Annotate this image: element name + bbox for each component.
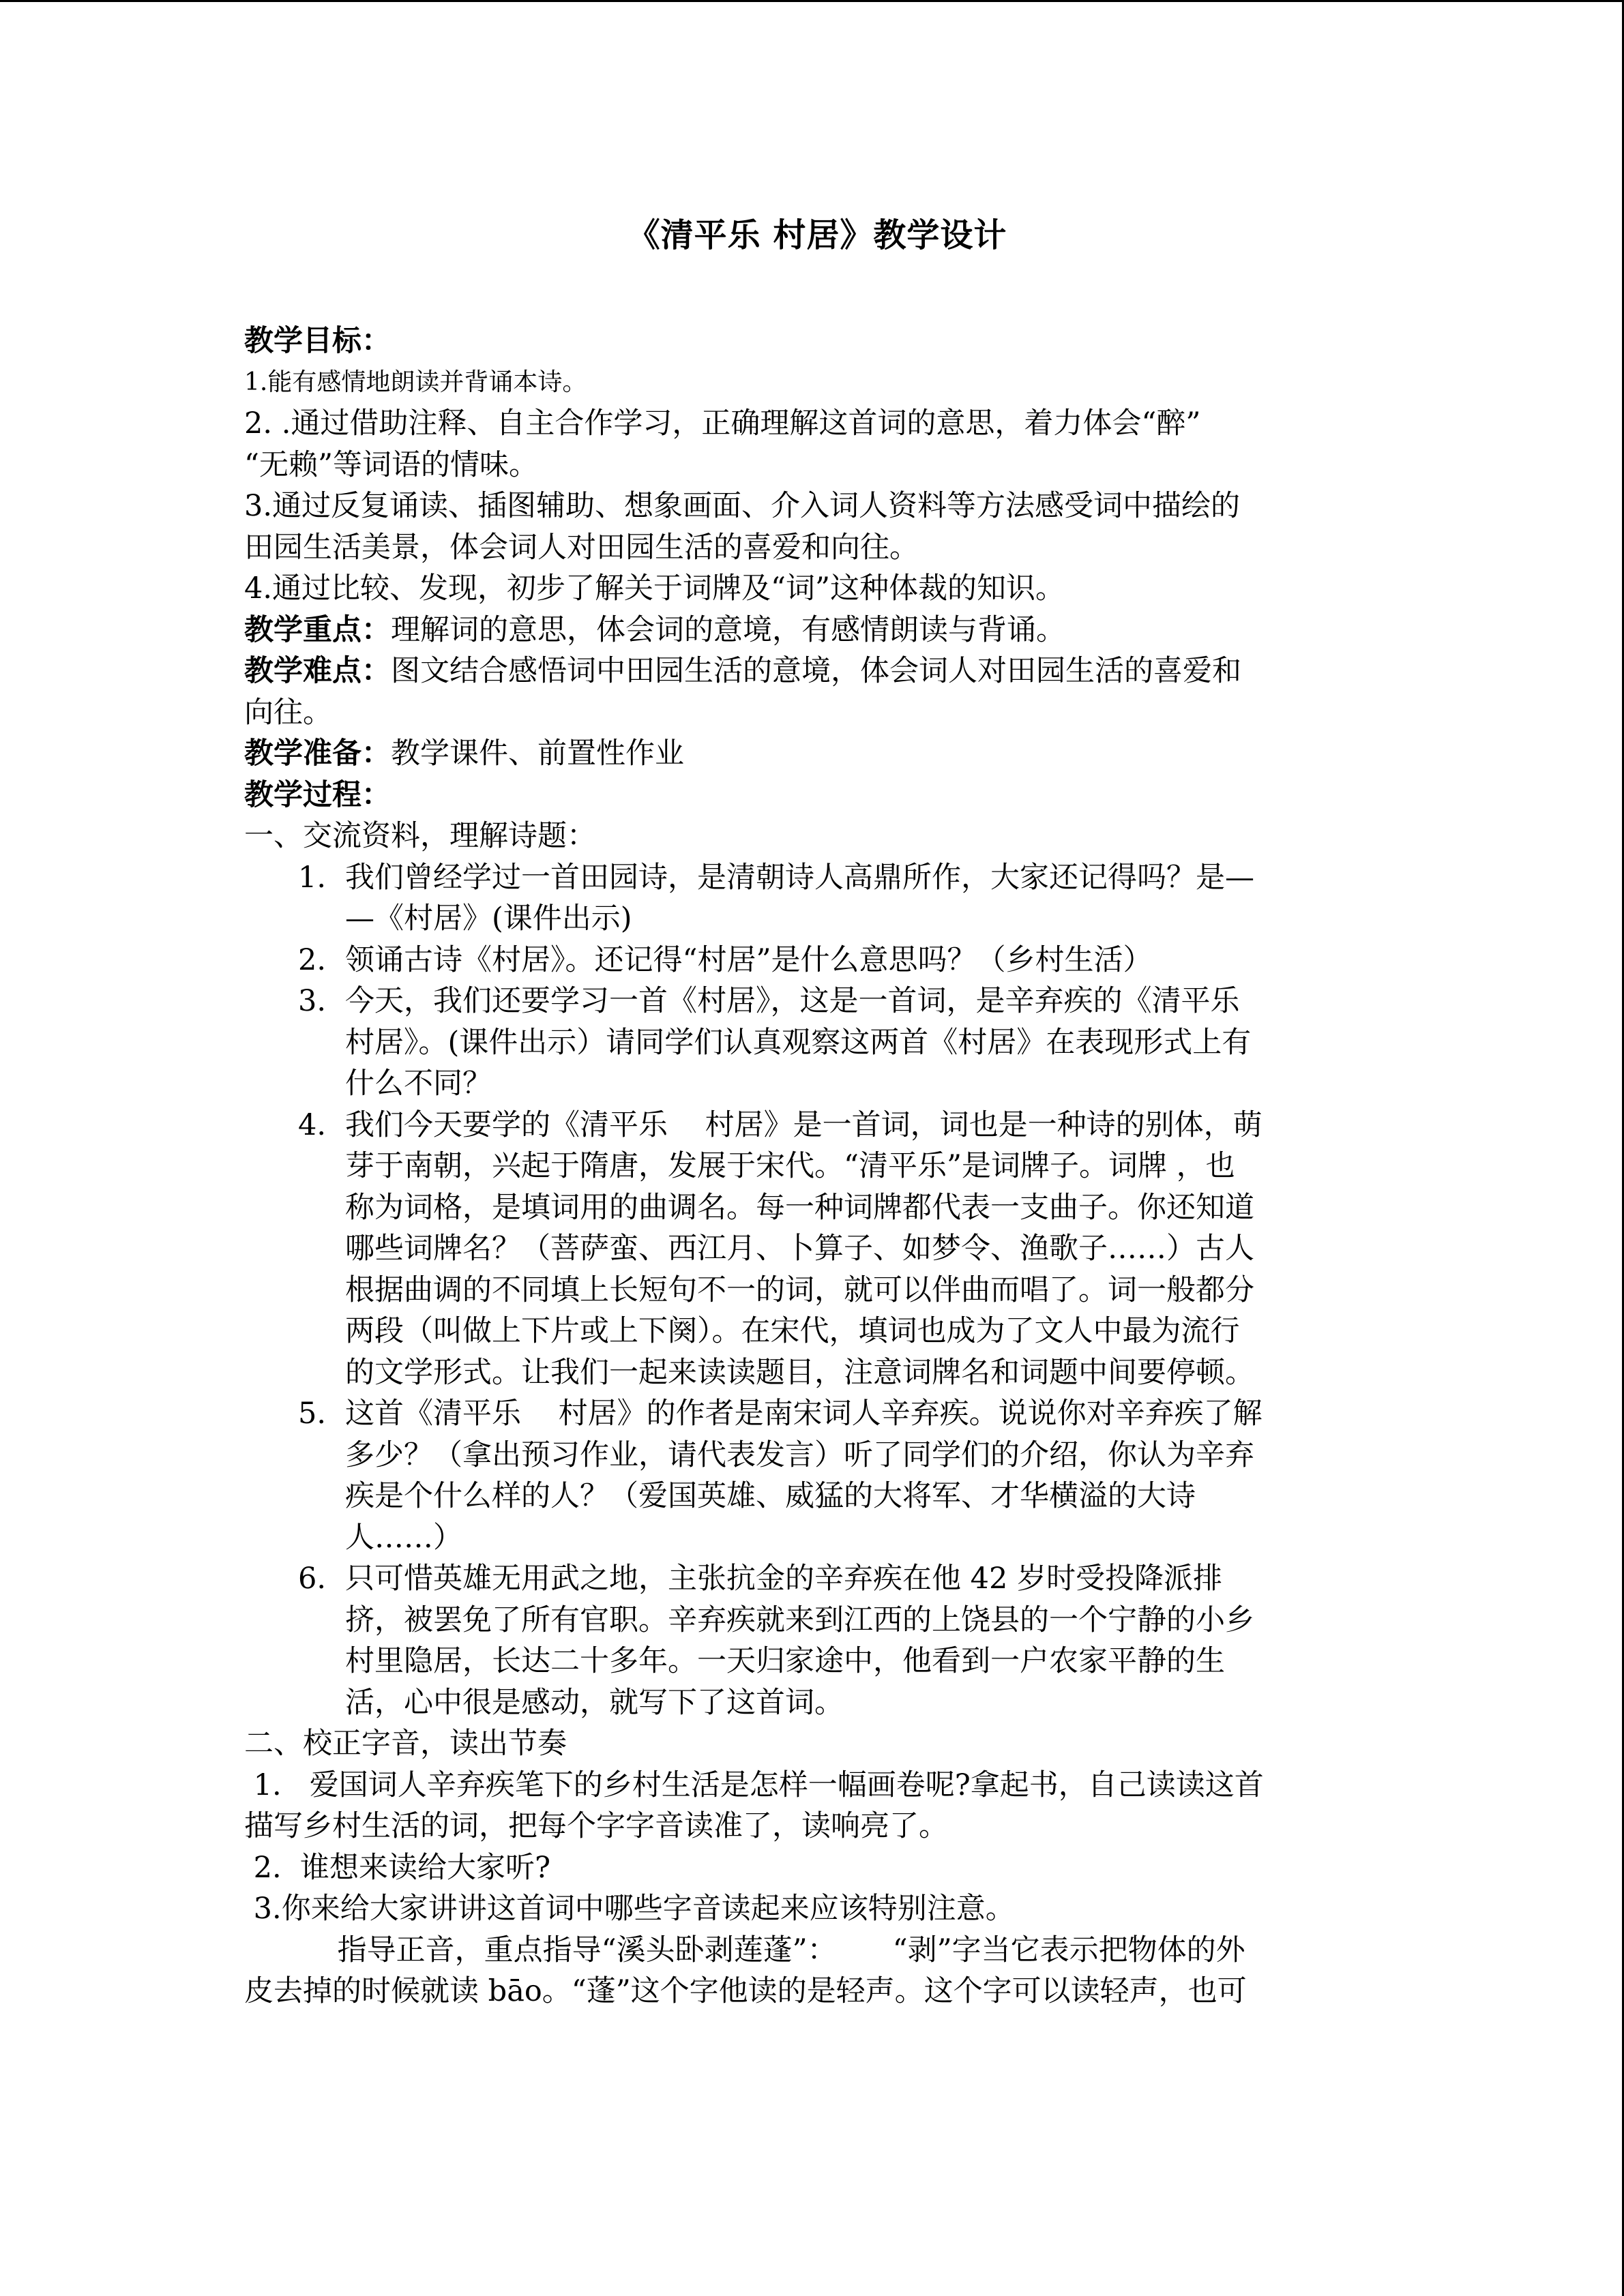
goal-1: 1.能有感情地朗读并背诵本诗。 <box>244 368 587 396</box>
list-item-text: 的文学形式。让我们一起来读读题目，注意词牌名和词题中间要停顿。 <box>345 1355 1254 1390</box>
goal-2-line-1: 2. .通过借助注释、自主合作学习，正确理解这首词的意思，着力体会“醉” <box>244 406 1201 441</box>
list-item-text: 根据曲调的不同填上长短句不一的词，就可以伴曲而唱了。词一般都分 <box>345 1272 1254 1307</box>
goal-2-line-2: “无赖”等词语的情味。 <box>244 447 538 482</box>
list-item-text: —《村居》(课件出示) <box>345 901 632 936</box>
section-1-heading: 一、交流资料，理解诗题： <box>244 819 596 853</box>
list-item-number <box>285 1270 345 1311</box>
list-item-number <box>285 1022 345 1064</box>
preparation-text: 教学课件、前置性作业 <box>391 736 684 771</box>
list-item-number <box>285 1641 345 1682</box>
list-item-number <box>285 1311 345 1352</box>
list-item-line <box>244 1187 1390 1229</box>
list-item-line <box>244 1558 1390 1600</box>
list-item-line <box>244 1022 1390 1064</box>
list-item-number <box>285 898 345 940</box>
difficulty-cont: 向往。 <box>244 695 332 730</box>
list-item-line <box>244 1517 1390 1559</box>
list-item-text: 什么不同？ <box>345 1067 492 1101</box>
list-item-line <box>244 940 1390 981</box>
key-point-label: 教学重点： <box>244 612 391 647</box>
list-item-line <box>244 1682 1390 1724</box>
list-item-text: 疾是个什么样的人？（爱国英雄、威猛的大将军、才华横溢的大诗 <box>345 1479 1196 1513</box>
s2-item-2: 2. 谁想来读给大家听? <box>244 1850 551 1885</box>
s2-item-1-line-2: 描写乡村生活的词，把每个字字音读准了，读响亮了。 <box>244 1809 948 1843</box>
difficulty <box>244 651 1390 692</box>
list-item-number <box>285 1063 345 1105</box>
goal-4: 4.通过比较、发现，初步了解关于词牌及“词”这种体裁的知识。 <box>244 571 1065 606</box>
list-item-line <box>244 1063 1390 1105</box>
list-item-text: 村里隐居，长达二十多年。一天归家途中，他看到一户农家平静的生 <box>345 1644 1225 1678</box>
list-item-number: 3. <box>297 984 326 1018</box>
list-item-text: 活，心中很是感动，就写下了这首词。 <box>345 1685 844 1720</box>
list-item-line <box>244 1476 1390 1517</box>
list-item-line <box>244 898 1390 940</box>
section-1-list <box>244 857 1390 1724</box>
list-item-text: 芽于南朝，兴起于隋唐，发展于宋代。“清平乐”是词牌子。词牌 ，也 <box>345 1149 1235 1183</box>
process-heading: 教学过程： <box>244 777 391 812</box>
goal-3-line-2: 田园生活美景，体会词人对田园生活的喜爱和向往。 <box>244 530 919 565</box>
s2-item-1-line-1: 1. 爱国词人辛弃疾笔下的乡村生活是怎样一幅画卷呢?拿起书，自己读读这首 <box>244 1768 1264 1802</box>
list-item-number <box>285 1476 345 1517</box>
list-item-number <box>285 1600 345 1641</box>
list-item-text: 今天，我们还要学习一首《村居》，这是一首词，是辛弃疾的《清平乐 <box>345 984 1240 1018</box>
list-item-text: 挤，被罢免了所有官职。辛弃疾就来到江西的上饶县的一个宁静的小乡 <box>345 1602 1254 1637</box>
list-item-line <box>244 1228 1390 1270</box>
document-title: 《清平乐 村居》教学设计 <box>627 216 1007 254</box>
list-item-number: 5. <box>297 1397 326 1431</box>
list-item-line <box>244 1311 1390 1352</box>
list-item-line <box>244 1393 1390 1435</box>
list-item-text: 哪些词牌名？（菩萨蛮、西江月、卜算子、如梦令、渔歌子……）古人 <box>345 1232 1254 1266</box>
list-item-line <box>244 857 1390 899</box>
key-point-text: 理解词的意思，体会词的意境，有感情朗读与背诵。 <box>391 612 1065 647</box>
list-item-number <box>285 1435 345 1476</box>
list-item-number <box>285 1228 345 1270</box>
list-item-line <box>244 1600 1390 1641</box>
list-item-text: 称为词格，是填词用的曲调名。每一种词牌都代表一支曲子。你还知道 <box>345 1190 1254 1225</box>
list-item-line <box>244 1352 1390 1394</box>
list-item-text: 我们今天要学的《清平乐 村居》是一首词，词也是一种诗的别体，萌 <box>345 1107 1263 1142</box>
list-item-number <box>285 1146 345 1187</box>
list-item-line <box>244 981 1390 1022</box>
list-item-number <box>285 1517 345 1559</box>
s2-item-3: 3.你来给大家讲讲这首词中哪些字音读起来应该特别注意。 <box>244 1892 1015 1926</box>
goal-3-line-1: 3.通过反复诵读、插图辅助、想象画面、介入词人资料等方法感受词中描绘的 <box>244 489 1241 523</box>
difficulty-label: 教学难点： <box>244 654 391 688</box>
goals-heading: 教学目标： <box>244 324 391 358</box>
list-item-text: 多少？（拿出预习作业，请代表发言）听了同学们的介绍，你认为辛弃 <box>345 1437 1254 1472</box>
preparation-label: 教学准备： <box>244 736 391 771</box>
key-point <box>244 610 1390 651</box>
list-item-text: 我们曾经学过一首田园诗，是清朝诗人高鼎所作，大家还记得吗？是— <box>345 860 1254 895</box>
list-item-number <box>285 1187 345 1229</box>
list-item-text: 两段（叫做上下片或上下阕）。在宋代，填词也成为了文人中最为流行 <box>345 1314 1240 1348</box>
list-item-text: 村居》。(课件出示）请同学们认真观察这两首《村居》在表现形式上有 <box>345 1025 1252 1060</box>
list-item-line <box>244 1641 1390 1682</box>
preparation <box>244 733 1390 775</box>
section-2-heading: 二、校正字音，读出节奏 <box>244 1727 567 1761</box>
list-item-text: 这首《清平乐 村居》的作者是南宋词人辛弃疾。说说你对辛弃疾了解 <box>345 1397 1263 1431</box>
document-body <box>244 320 1390 2012</box>
list-item-text: 领诵古诗《村居》。还记得“村居”是什么意思吗？（乡村生活） <box>345 942 1153 977</box>
list-item-line <box>244 1270 1390 1311</box>
list-item-text: 人……） <box>345 1520 462 1555</box>
list-item-number <box>285 1682 345 1724</box>
list-item-line <box>244 1105 1390 1146</box>
list-item-number: 4. <box>297 1107 326 1142</box>
list-item-number: 1. <box>297 860 326 895</box>
list-item-text: 只可惜英雄无用武之地，主张抗金的辛弃疾在他 42 岁时受投降派排 <box>345 1562 1223 1596</box>
list-item-number <box>285 1352 345 1394</box>
list-item-line <box>244 1146 1390 1187</box>
difficulty-text: 图文结合感悟词中田园生活的意境，体会词人对田园生活的喜爱和 <box>391 654 1241 688</box>
list-item-number: 6. <box>297 1562 326 1596</box>
s2-item-4-line-2: 皮去掉的时候就读 bāo。“蓬”这个字他读的是轻声。这个字可以读轻声，也可 <box>244 1974 1247 2008</box>
list-item-number: 2. <box>297 942 326 977</box>
s2-item-4-line-1: 指导正音，重点指导“溪头卧剥莲蓬”： “剥”字当它表示把物体的外 <box>244 1933 1245 1967</box>
list-item-line <box>244 1435 1390 1476</box>
